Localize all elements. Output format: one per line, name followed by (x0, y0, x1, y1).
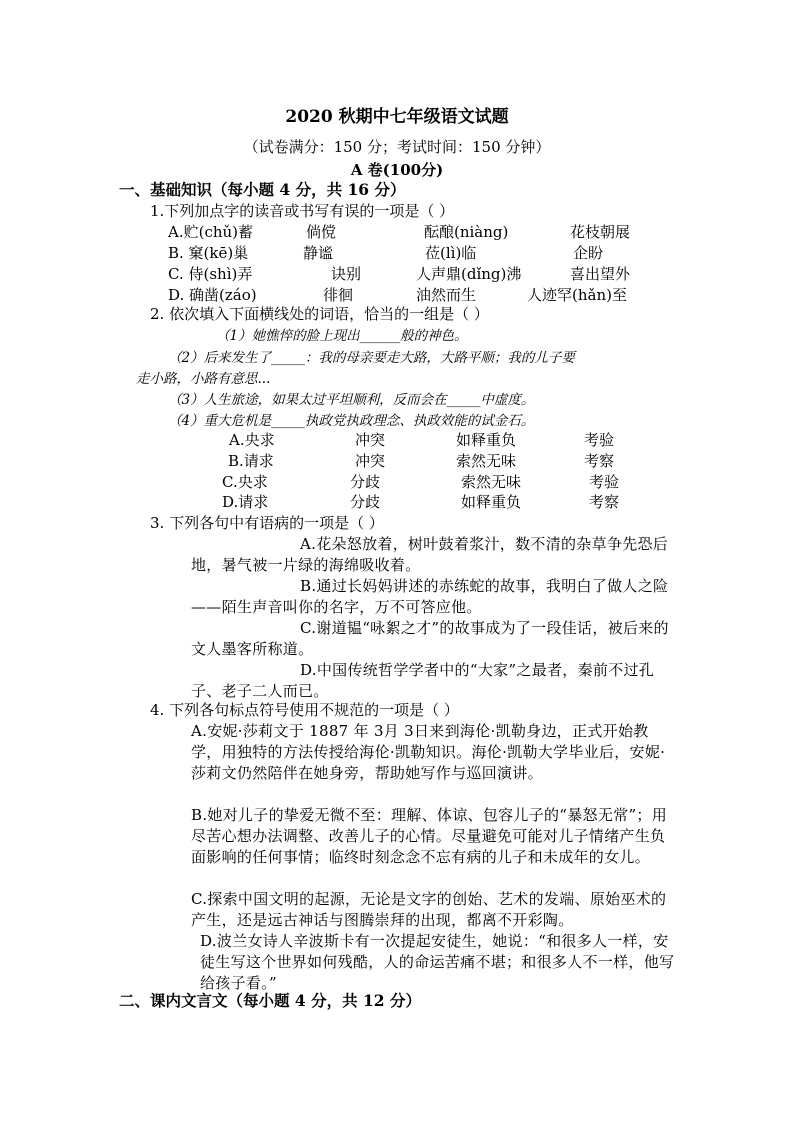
q1-option-c-3: 人声鼎(dǐng)沸 (416, 265, 522, 283)
q2-option-b-4: 考察 (584, 452, 615, 470)
question-4-option-b: B.她对儿子的挚爱无微不至：理解、体谅、包容儿子的“暴怒无常”；用尽苦心想办法调整、改善儿子的心情。尽量避免可能对儿子情绪产生负面影响的任何事情；临终时刻念念不忘有病的儿子和未成年的女儿。 (191, 806, 668, 866)
q2-option-a-3: 如释重负 (456, 431, 517, 449)
question-2-sentence-1: （1）她憔悴的脸上现出______般的神色。 (216, 328, 468, 344)
question-3-stem: 3. 下列各句中有语病的一项是（ ） (150, 514, 384, 532)
question-3-option-b: B.通过长妈妈讲述的赤练蛇的故事，我明白了做人之险——陌生声音叫你的名字，万不可答应他。 (191, 577, 669, 616)
question-2-sentence-4: （4）重大危机是_____执政党执政理念、执政效能的试金石。 (168, 413, 535, 429)
q2-option-c-1: C.央求 (222, 473, 268, 491)
q2-option-d-3: 如释重负 (461, 493, 522, 511)
q2-option-c-4: 考验 (589, 473, 620, 491)
q2-option-b-2: 冲突 (355, 452, 386, 470)
q1-option-a-3: 酝酿(niàng) (424, 223, 509, 241)
section-heading-basic-knowledge: 一、基础知识（每小题 4 分，共 16 分） (119, 180, 406, 199)
exam-title: 2020 秋期中七年级语文试题 (285, 107, 509, 127)
q2-option-c-3: 索然无味 (461, 473, 522, 491)
question-1-stem: 1.下列加点字的读音或书写有误的一项是（ ） (150, 202, 455, 220)
section-heading-classical-chinese: 二、课内文言文（每小题 4 分，共 12 分） (119, 991, 421, 1010)
volume-label: A 卷(100分) (350, 161, 444, 179)
q1-option-a-4: 花枝朝展 (570, 223, 631, 241)
question-4-option-a: A.安妮·莎莉文于 1887 年 3月 3日来到海伦·凯勒身边，正式开始教学，用独特的方法传授给海伦·凯勒知识。海伦·凯勒大学毕业后，安妮·莎莉文仍然陪伴在她身旁，帮助她写作与巡回演讲。 (191, 722, 666, 782)
q2-option-b-1: B.请求 (228, 452, 274, 470)
question-2-sentence-2-cont: 走小路，小路有意思... (136, 371, 271, 387)
question-4-option-d: D.波兰女诗人辛波斯卡有一次提起安徒生，她说：“和很多人一样，安徒生写这个世界如何残酷，人的命运苦痛不堪；和很多人不一样，他写给孩子看。” (200, 932, 675, 992)
question-4-option-c: C.探索中国文明的起源，无论是文字的创始、艺术的发端、原始巫术的产生，还是远古神话与图腾崇拜的出现，都离不开彩陶。 (191, 890, 667, 929)
q1-option-a-2: 倘傥 (306, 223, 337, 241)
q2-option-d-4: 考察 (589, 493, 620, 511)
q1-option-d-2: 徘徊 (323, 286, 354, 304)
question-2-sentence-3: （3）人生旅途，如果太过平坦顺利，反而会在_____中虚度。 (168, 392, 535, 408)
question-2-sentence-2: （2）后来发生了_____：我的母亲要走大路，大路平顺；我的儿子要 (168, 350, 575, 366)
q1-option-b-4: 企盼 (573, 244, 604, 262)
q1-option-b-3: 莅(lì)临 (425, 244, 477, 262)
q1-option-c-2: 诀别 (331, 265, 362, 283)
q2-option-c-2: 分歧 (350, 473, 381, 491)
question-4-stem: 4. 下列各句标点符号使用不规范的一项是（ ） (150, 701, 459, 719)
q1-option-c-4: 喜出望外 (570, 265, 631, 283)
q2-option-a-1: A.央求 (229, 431, 275, 449)
q1-option-c-1: C. 侍(shì)弄 (168, 265, 253, 283)
question-3-option-d: D.中国传统哲学学者中的“大家”之最者，秦前不过孔子、老子二人而已。 (191, 661, 655, 700)
q1-option-d-3: 油然而生 (416, 286, 477, 304)
q2-option-a-2: 冲突 (355, 431, 386, 449)
q2-option-a-4: 考验 (584, 431, 615, 449)
q1-option-d-1: D. 确凿(záo) (168, 286, 257, 304)
question-2-stem: 2. 依次填入下面横线处的词语，恰当的一组是（ ） (150, 305, 489, 323)
q2-option-b-3: 索然无味 (456, 452, 517, 470)
q2-option-d-2: 分歧 (350, 493, 381, 511)
q1-option-b-2: 静谧 (303, 244, 334, 262)
q1-option-a-1: A.贮(chǔ)蓄 (168, 223, 254, 241)
q1-option-d-4: 人迹罕(hǎn)至 (527, 286, 627, 304)
question-3-option-c: C.谢道韫“咏絮之才”的故事成为了一段佳话，被后来的文人墨客所称道。 (191, 619, 669, 658)
exam-subtitle: （试卷满分：150 分；考试时间：150 分钟） (243, 138, 551, 156)
q1-option-b-1: B. 窠(kē)巢 (168, 244, 249, 262)
question-3-option-a: A.花朵怒放着，树叶鼓着浆汁，数不清的杂草争先恐后地，暑气被一片绿的海绵吸收着。 (191, 535, 669, 574)
q2-option-d-1: D.请求 (222, 493, 269, 511)
